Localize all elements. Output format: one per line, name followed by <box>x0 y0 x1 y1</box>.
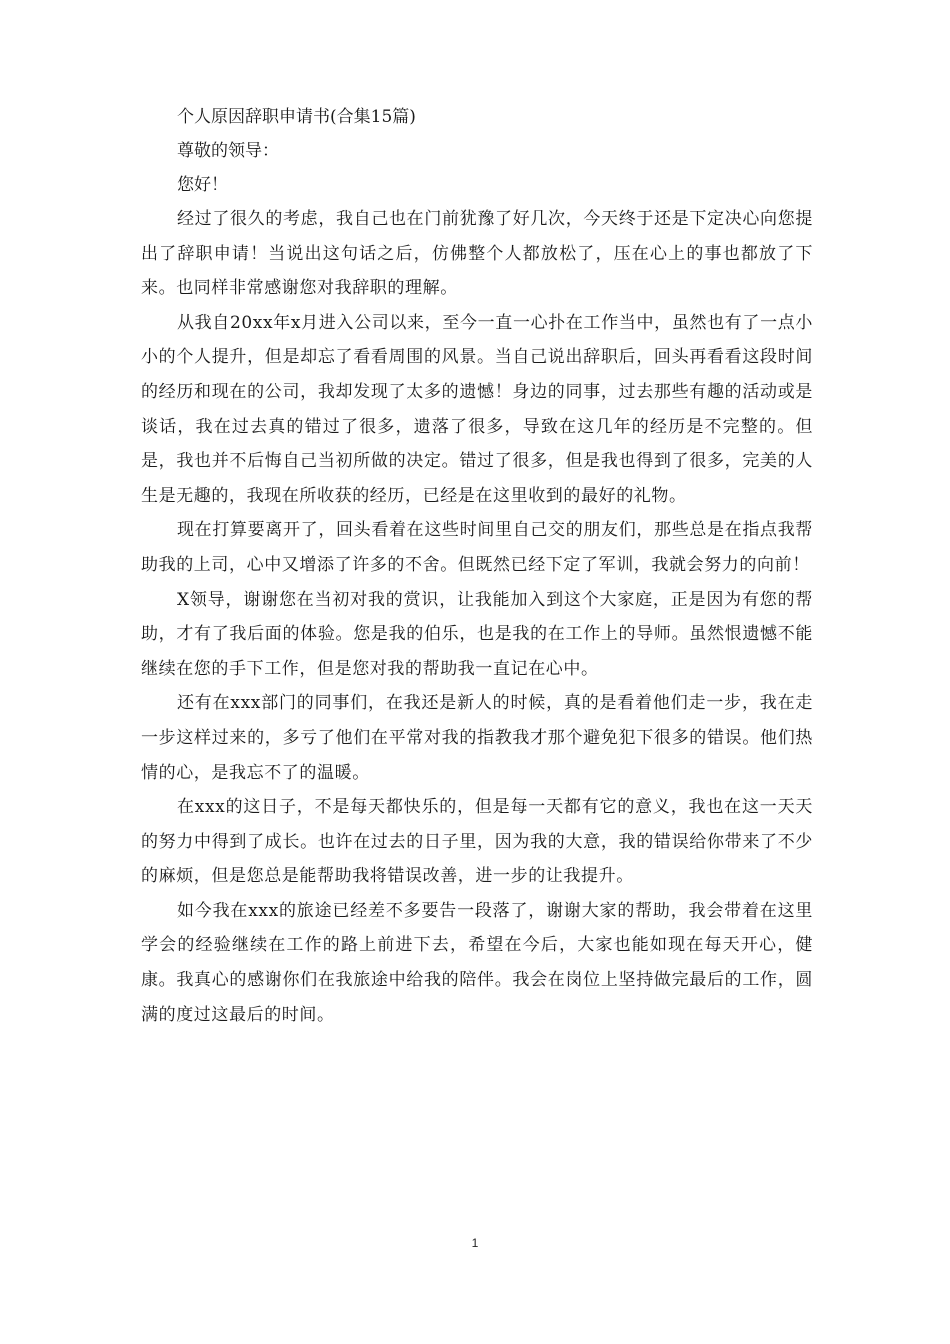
paragraph-4: X领导，谢谢您在当初对我的赏识，让我能加入到这个大家庭，正是因为有您的帮助，才有了我后面的体验。您是我的伯乐，也是我的在工作上的导师。虽然恨遗憾不能继续在您的手下工作，但是您对我的帮助我一直记在心中。 <box>141 589 813 679</box>
paragraph-1: 经过了很久的考虑，我自己也在门前犹豫了好几次，今天终于还是下定决心向您提出了辞职申请！当说出这句话之后，仿佛整个人都放松了，压在心上的事也都放了下来。也同样非常感谢您对我辞职的理解。 <box>141 209 813 299</box>
document-title: 个人原因辞职申请书(合集15篇) <box>177 107 416 127</box>
salutation: 尊敬的领导： <box>177 141 279 161</box>
paragraph-2: 从我自20xx年x月进入公司以来，至今一直一心扑在工作当中，虽然也有了一点小小的个人提升，但是却忘了看看周围的风景。当自己说出辞职后，回头再看看这段时间的经历和现在的公司，我却发现了太多的遗憾！身边的同事，过去那些有趣的活动或是谈话，我在过去真的错过了很多，遗落了很多，导致在这几年的经历是不完整的。但是，我也并不后悔自己当初所做的决定。错过了很多，但是我也得到了很多，完美的人生是无趣的，我现在所收获的经历，已经是在这里收到的最好的礼物。 <box>141 312 813 506</box>
paragraph-6: 在xxx的这日子，不是每天都快乐的，但是每一天都有它的意义，我也在这一天天的努力中得到了成长。也许在过去的日子里，因为我的大意，我的错误给你带来了不少的麻烦，但是您总是能帮助我将错误改善，进一步的让我提升。 <box>141 797 813 887</box>
paragraph-7: 如今我在xxx的旅途已经差不多要告一段落了，谢谢大家的帮助，我会带着在这里学会的经验继续在工作的路上前进下去，希望在今后，大家也能如现在每天开心，健康。我真心的感谢你们在我旅途中给我的陪伴。我会在岗位上坚持做完最后的工作，圆满的度过这最后的时间。 <box>141 900 813 1025</box>
document-body <box>141 100 813 1032</box>
greeting: 您好！ <box>177 175 228 195</box>
paragraph-5: 还有在xxx部门的同事们，在我还是新人的时候，真的是看着他们走一步，我在走一步这样过来的，多亏了他们在平常对我的指教我才那个避免犯下很多的错误。他们热情的心，是我忘不了的温暖。 <box>141 693 813 783</box>
page-number: 1 <box>471 1236 479 1250</box>
paragraph-3: 现在打算要离开了，回头看着在这些时间里自己交的朋友们，那些总是在指点我帮助我的上司，心中又增添了许多的不舍。但既然已经下定了军训，我就会努力的向前！ <box>141 520 813 575</box>
